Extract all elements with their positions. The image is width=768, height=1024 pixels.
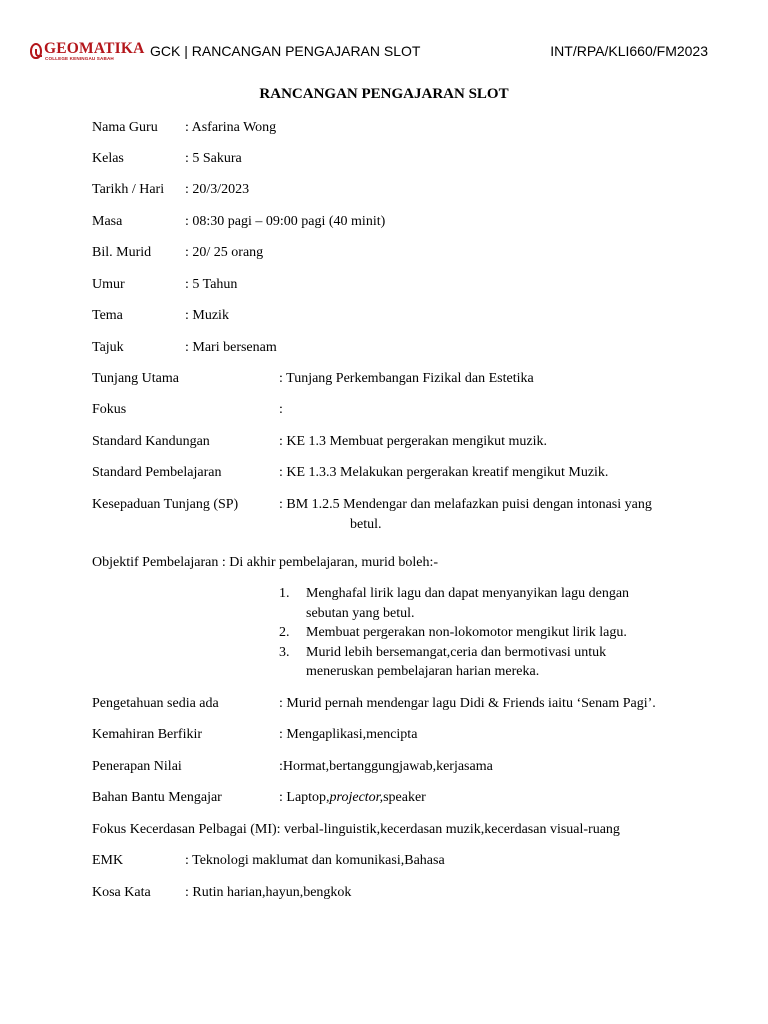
header-form-code: INT/RPA/KLI660/FM2023 [550, 43, 708, 59]
info-value: : 08:30 pagi – 09:00 pagi (40 minit) [185, 214, 386, 229]
objective-item [279, 584, 709, 623]
detail-value: :Hormat,bertanggungjawab,kerjasama [279, 759, 493, 774]
info-value: : 20/ 25 orang [185, 245, 264, 260]
info-label: Kosa Kata [92, 885, 151, 900]
info-value: : Teknologi maklumat dan komunikasi,Bahasa [185, 853, 445, 868]
detail-value [279, 788, 426, 808]
bahan-suffix: speaker [383, 790, 426, 805]
info-value: : Mari bersenam [185, 340, 277, 355]
objective-text: Murid lebih bersemangat,ceria dan bermotivasi untuk [306, 644, 607, 660]
objective-item [279, 623, 709, 643]
detail-value: : Tunjang Perkembangan Fizikal dan Estetika [279, 371, 534, 386]
info-label: Masa [92, 214, 123, 229]
logo-name: GEOMATIKA [44, 40, 145, 57]
detail-label: Kesepaduan Tunjang (SP) [92, 497, 239, 512]
bahan-italic: projector, [329, 790, 384, 805]
info-value: : 5 Sakura [185, 151, 242, 166]
detail-label: Bahan Bantu Mengajar [92, 790, 222, 805]
detail-label: Standard Kandungan [92, 434, 210, 449]
objective-number: 2. [279, 625, 290, 640]
info-label: Kelas [92, 151, 124, 166]
geomatika-logo-icon [30, 43, 42, 59]
info-value: : Rutin harian,hayun,bengkok [185, 885, 352, 900]
objective-item [279, 643, 709, 682]
info-label: EMK [92, 853, 124, 868]
detail-label: Tunjang Utama [92, 371, 179, 386]
info-label: Umur [92, 277, 125, 292]
info-value: : 20/3/2023 [185, 182, 250, 197]
info-label: Bil. Murid [92, 245, 152, 260]
geomatika-logo [30, 40, 145, 63]
objective-intro: Objektif Pembelajaran : Di akhir pembelajaran, murid boleh:- [92, 555, 438, 570]
detail-label: Fokus [92, 402, 127, 417]
info-value: : Asfarina Wong [185, 120, 277, 135]
objective-number: 1. [279, 586, 290, 601]
info-label: Tajuk [92, 340, 124, 355]
detail-value-continuation: betul. [350, 517, 382, 532]
detail-value: : KE 1.3.3 Melakukan pergerakan kreatif mengikut Muzik. [279, 465, 609, 480]
detail-value: : [279, 402, 283, 417]
objective-text-cont: meneruskan pembelajaran harian mereka. [306, 664, 540, 679]
info-value: : Muzik [185, 308, 229, 323]
objective-text: Membuat pergerakan non-lokomotor mengikut lirik lagu. [306, 625, 627, 640]
detail-label: Standard Pembelajaran [92, 465, 222, 480]
objective-text-cont: sebutan yang betul. [306, 605, 415, 621]
logo-subtitle: COLLEGE KENINGAU SABAH [45, 56, 114, 61]
detail-label: Penerapan Nilai [92, 759, 182, 774]
info-label: Tema [92, 308, 123, 323]
document-title: RANCANGAN PENGAJARAN SLOT [259, 86, 509, 102]
detail-value: : Mengaplikasi,mencipta [279, 727, 418, 742]
objectives-list [279, 584, 709, 682]
objective-number: 3. [279, 644, 290, 660]
detail-value: : Murid pernah mendengar lagu Didi & Friends iaitu ‘Senam Pagi’. [279, 696, 656, 711]
info-label: Tarikh / Hari [92, 182, 165, 197]
header-title: GCK | RANCANGAN PENGAJARAN SLOT [150, 43, 421, 59]
mi-focus-line: Fokus Kecerdasan Pelbagai (MI): verbal-linguistik,kecerdasan muzik,kecerdasan visual-ruang [92, 822, 620, 837]
detail-value: : KE 1.3 Membuat pergerakan mengikut muzik. [279, 434, 548, 449]
info-value: : 5 Tahun [185, 277, 238, 292]
info-label: Nama Guru [92, 120, 158, 135]
detail-label: Kemahiran Berfikir [92, 727, 203, 742]
bahan-prefix: : Laptop, [279, 790, 330, 805]
detail-value: : BM 1.2.5 Mendengar dan melafazkan puisi dengan intonasi yang [279, 497, 652, 512]
page-header [30, 40, 720, 64]
objective-text: Menghafal lirik lagu dan dapat menyanyikan lagu dengan [306, 586, 630, 601]
detail-label: Pengetahuan sedia ada [92, 696, 219, 711]
